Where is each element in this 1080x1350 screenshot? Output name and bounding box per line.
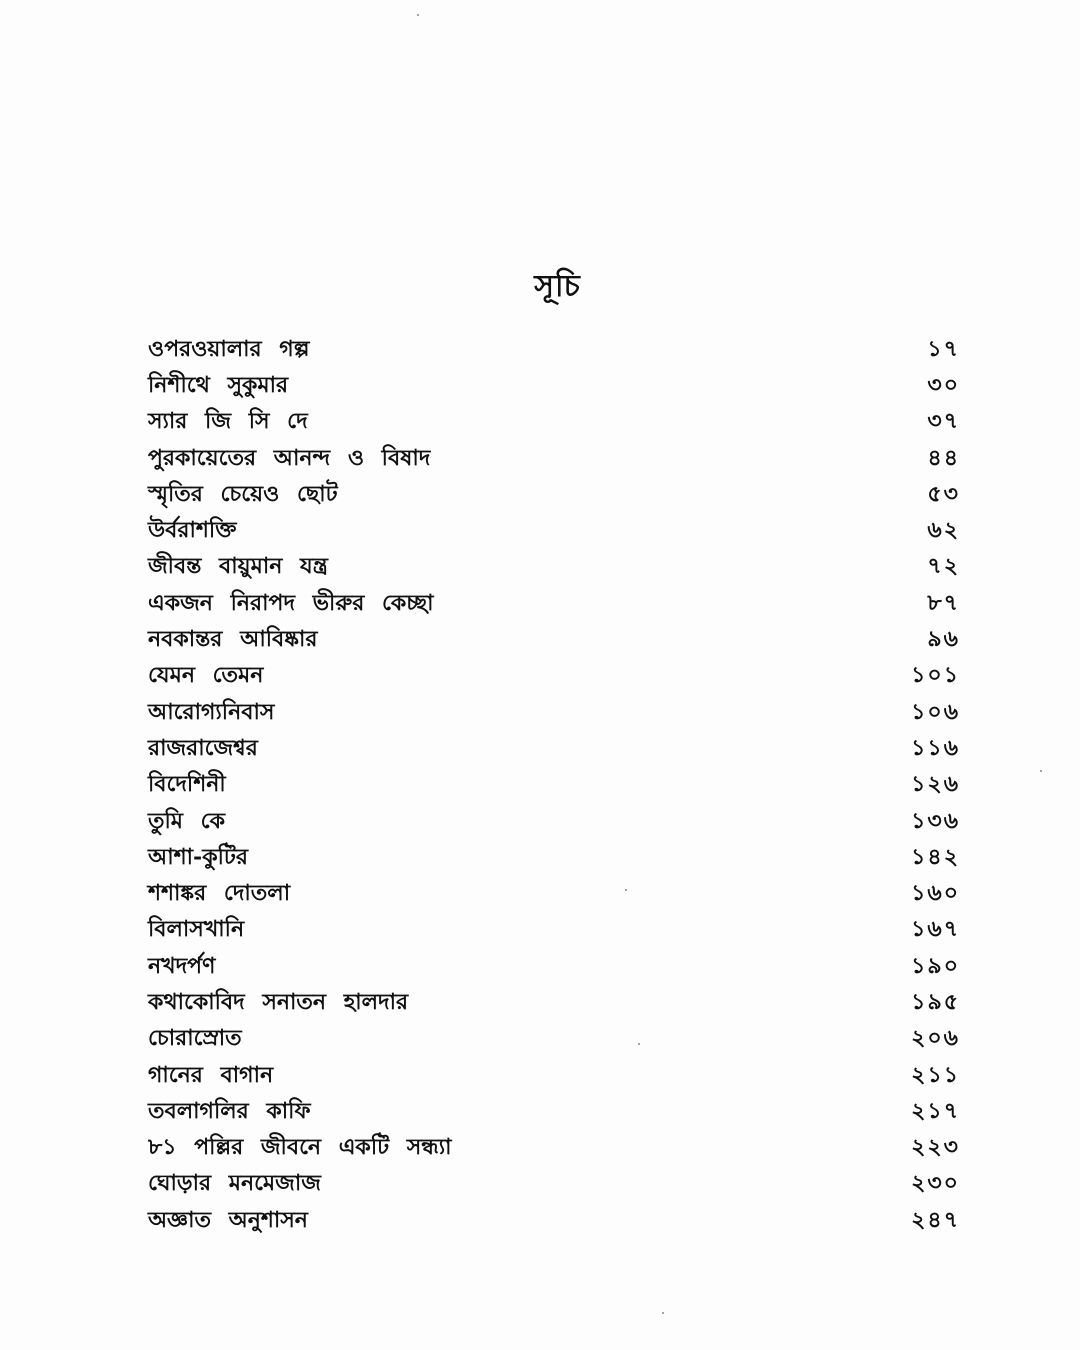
toc-entry-page-number: ১৭ (927, 335, 960, 362)
toc-entry (148, 1167, 960, 1203)
toc-entry (148, 768, 960, 804)
toc-entry-title: স্মৃতির চেয়েও ছোট (148, 480, 338, 507)
toc-entry-page-number: ১৬৭ (911, 916, 960, 943)
toc-entry (148, 840, 960, 876)
toc-entry-title: নিশীথে সুকুমার (148, 371, 289, 398)
toc-entry (148, 441, 960, 477)
toc-entry-title: নখদর্পণ (148, 952, 216, 979)
toc-entry-title: আরোগ্যনিবাস (148, 698, 275, 725)
toc-entry-title: জীবন্ত বায়ুমান যন্ত্র (148, 553, 328, 580)
toc-entry-title: কথাকোবিদ সনাতন হালদার (148, 989, 409, 1015)
toc-entry (148, 550, 960, 586)
toc-entry-page-number: ৩০ (927, 371, 960, 398)
toc-entry-page-number: ২১১ (911, 1061, 960, 1088)
table-of-contents (148, 332, 960, 1239)
toc-entry-page-number: ১৪২ (911, 843, 960, 870)
toc-entry (148, 1131, 960, 1167)
toc-entry (148, 1058, 960, 1094)
toc-entry (148, 731, 960, 767)
toc-entry-page-number: ২২৩ (911, 1134, 960, 1161)
toc-entry-page-number: ৯৬ (927, 626, 960, 653)
toc-entry-title: অজ্ঞাত অনুশাসন (148, 1206, 308, 1233)
toc-entry-title: গানের বাগান (148, 1061, 274, 1088)
toc-entry-page-number: ২১৭ (911, 1097, 960, 1124)
toc-entry-title: স্যার জি সি দে (148, 408, 308, 435)
toc-entry-page-number: ৪৪ (927, 444, 960, 471)
toc-entry-page-number: ৫৩ (927, 480, 960, 507)
toc-entry-page-number: ৭২ (927, 553, 960, 580)
toc-entry (148, 804, 960, 840)
toc-entry (148, 949, 960, 985)
toc-entry-page-number: ১১৬ (911, 734, 960, 761)
toc-entry (148, 1094, 960, 1130)
toc-entry-page-number: ১৯৫ (911, 989, 960, 1015)
toc-entry-page-number: ২৩০ (911, 1170, 960, 1197)
toc-entry-title: তুমি কে (148, 807, 225, 834)
toc-entry-title: বিদেশিনী (148, 771, 226, 798)
toc-entry-page-number: ৩৭ (927, 408, 960, 435)
toc-entry (148, 876, 960, 912)
page-title: সূচি (534, 269, 581, 304)
toc-entry-page-number: ২৪৭ (911, 1206, 960, 1233)
toc-entry-title: নবকান্তর আবিষ্কার (148, 626, 318, 653)
toc-entry-title: বিলাসখানি (148, 916, 245, 943)
toc-entry-page-number: ৮৭ (927, 589, 960, 616)
toc-entry (148, 477, 960, 513)
paper-speck (662, 1312, 664, 1314)
toc-entry-page-number: ১২৬ (911, 771, 960, 798)
toc-entry (148, 405, 960, 441)
toc-entry-page-number: ১৬০ (911, 880, 960, 907)
toc-entry-page-number: ১৯০ (911, 952, 960, 979)
toc-entry (148, 913, 960, 949)
toc-entry (148, 985, 960, 1021)
toc-entry-title: পুরকায়েতের আনন্দ ও বিষাদ (148, 444, 431, 471)
toc-entry-title: উর্বরাশক্তি (148, 517, 237, 544)
toc-entry-title: ওপরওয়ালার গল্প (148, 335, 310, 362)
toc-entry-title: ৮১ পল্লির জীবনে একটি সন্ধ্যা (148, 1134, 452, 1161)
toc-entry-page-number: ১০১ (911, 662, 960, 689)
toc-entry-title: চোরাস্রোত (148, 1025, 242, 1052)
toc-entry (148, 368, 960, 404)
toc-entry (148, 332, 960, 368)
toc-entry-title: তবলাগলির কাফি (148, 1097, 311, 1124)
toc-entry-title: ঘোড়ার মনমেজাজ (148, 1170, 321, 1197)
toc-entry-title: শশাঙ্কর দোতলা (148, 880, 291, 907)
toc-entry-page-number: ২০৬ (911, 1025, 960, 1052)
toc-entry (148, 1022, 960, 1058)
toc-entry-page-number: ৬২ (927, 517, 960, 544)
toc-entry (148, 659, 960, 695)
toc-entry-title: একজন নিরাপদ ভীরুর কেচ্ছা (148, 589, 434, 616)
toc-entry-title: রাজরাজেশ্বর (148, 734, 258, 761)
toc-entry (148, 622, 960, 658)
toc-entry (148, 586, 960, 622)
paper-speck (417, 14, 419, 16)
toc-entry (148, 1203, 960, 1239)
toc-entry-page-number: ১০৬ (911, 698, 960, 725)
toc-entry-page-number: ১৩৬ (911, 807, 960, 834)
paper-speck (1040, 770, 1042, 772)
toc-entry-title: যেমন তেমন (148, 662, 264, 689)
toc-entry (148, 695, 960, 731)
toc-entry (148, 513, 960, 549)
toc-entry-title: আশা-কুটির (148, 843, 248, 870)
